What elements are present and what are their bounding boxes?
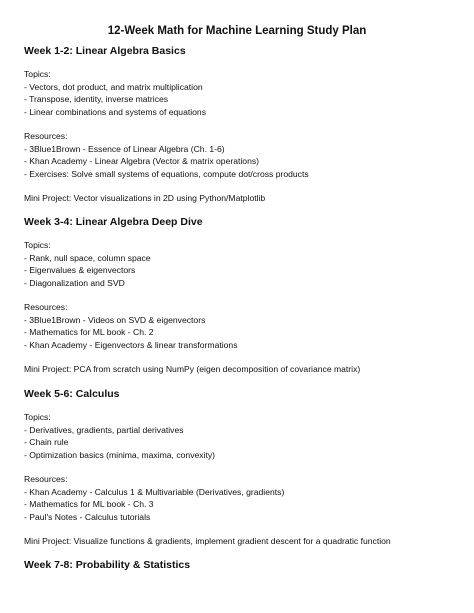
section-heading: Week 3-4: Linear Algebra Deep Dive bbox=[24, 216, 203, 228]
resource-item: - Khan Academy - Calculus 1 & Multivariable (Derivatives, gradients) bbox=[24, 486, 285, 497]
topic-item: - Linear combinations and systems of equations bbox=[24, 106, 207, 117]
document-title: 12-Week Math for Machine Learning Study Plan bbox=[107, 25, 367, 37]
section-heading: Week 7-8: Probability & Statistics bbox=[24, 559, 191, 571]
mini-project: Mini Project: PCA from scratch using NumPy (eigen decomposition of covariance matrix) bbox=[24, 364, 361, 374]
week-section-7-8 bbox=[24, 559, 454, 572]
resources-label: Resources: bbox=[24, 474, 68, 484]
resources-label: Resources: bbox=[24, 131, 68, 141]
resource-item: - 3Blue1Brown - Videos on SVD & eigenvectors bbox=[24, 314, 206, 325]
resource-item: - Paul's Notes - Calculus tutorials bbox=[24, 511, 151, 522]
week-section-3-4 bbox=[24, 216, 454, 376]
section-heading: Week 5-6: Calculus bbox=[24, 388, 120, 400]
week-section-1-2 bbox=[24, 45, 454, 205]
topic-item: - Diagonalization and SVD bbox=[24, 277, 125, 288]
topic-item: - Transpose, identity, inverse matrices bbox=[24, 94, 169, 104]
resource-item: - Khan Academy - Linear Algebra (Vector & matrix operations) bbox=[24, 156, 260, 166]
topic-item: - Vectors, dot product, and matrix multiplication bbox=[24, 81, 203, 92]
topics-label: Topics: bbox=[24, 240, 51, 250]
section-heading: Week 1-2: Linear Algebra Basics bbox=[24, 45, 186, 57]
resource-item: - Mathematics for ML book - Ch. 2 bbox=[24, 327, 154, 337]
mini-project: Mini Project: Visualize functions & gradients, implement gradient descent for a quadratic function bbox=[24, 536, 391, 546]
week-section-5-6 bbox=[24, 388, 454, 548]
topic-item: - Derivatives, gradients, partial derivatives bbox=[24, 424, 184, 435]
topic-item: - Chain rule bbox=[24, 437, 69, 447]
topics-label: Topics: bbox=[24, 412, 51, 422]
mini-project: Mini Project: Vector visualizations in 2D using Python/Matplotlib bbox=[24, 193, 266, 203]
topic-item: - Rank, null space, column space bbox=[24, 252, 151, 263]
topic-item: - Eigenvalues & eigenvectors bbox=[24, 265, 136, 275]
resource-item: - Mathematics for ML book - Ch. 3 bbox=[24, 499, 154, 509]
topic-item: - Optimization basics (minima, maxima, convexity) bbox=[24, 449, 216, 460]
resources-label: Resources: bbox=[24, 302, 68, 312]
resource-item: - 3Blue1Brown - Essence of Linear Algebra (Ch. 1-6) bbox=[24, 143, 225, 154]
topics-label: Topics: bbox=[24, 69, 51, 79]
resource-item: - Exercises: Solve small systems of equations, compute dot/cross products bbox=[24, 168, 309, 179]
resource-item: - Khan Academy - Eigenvectors & linear transformations bbox=[24, 339, 238, 350]
